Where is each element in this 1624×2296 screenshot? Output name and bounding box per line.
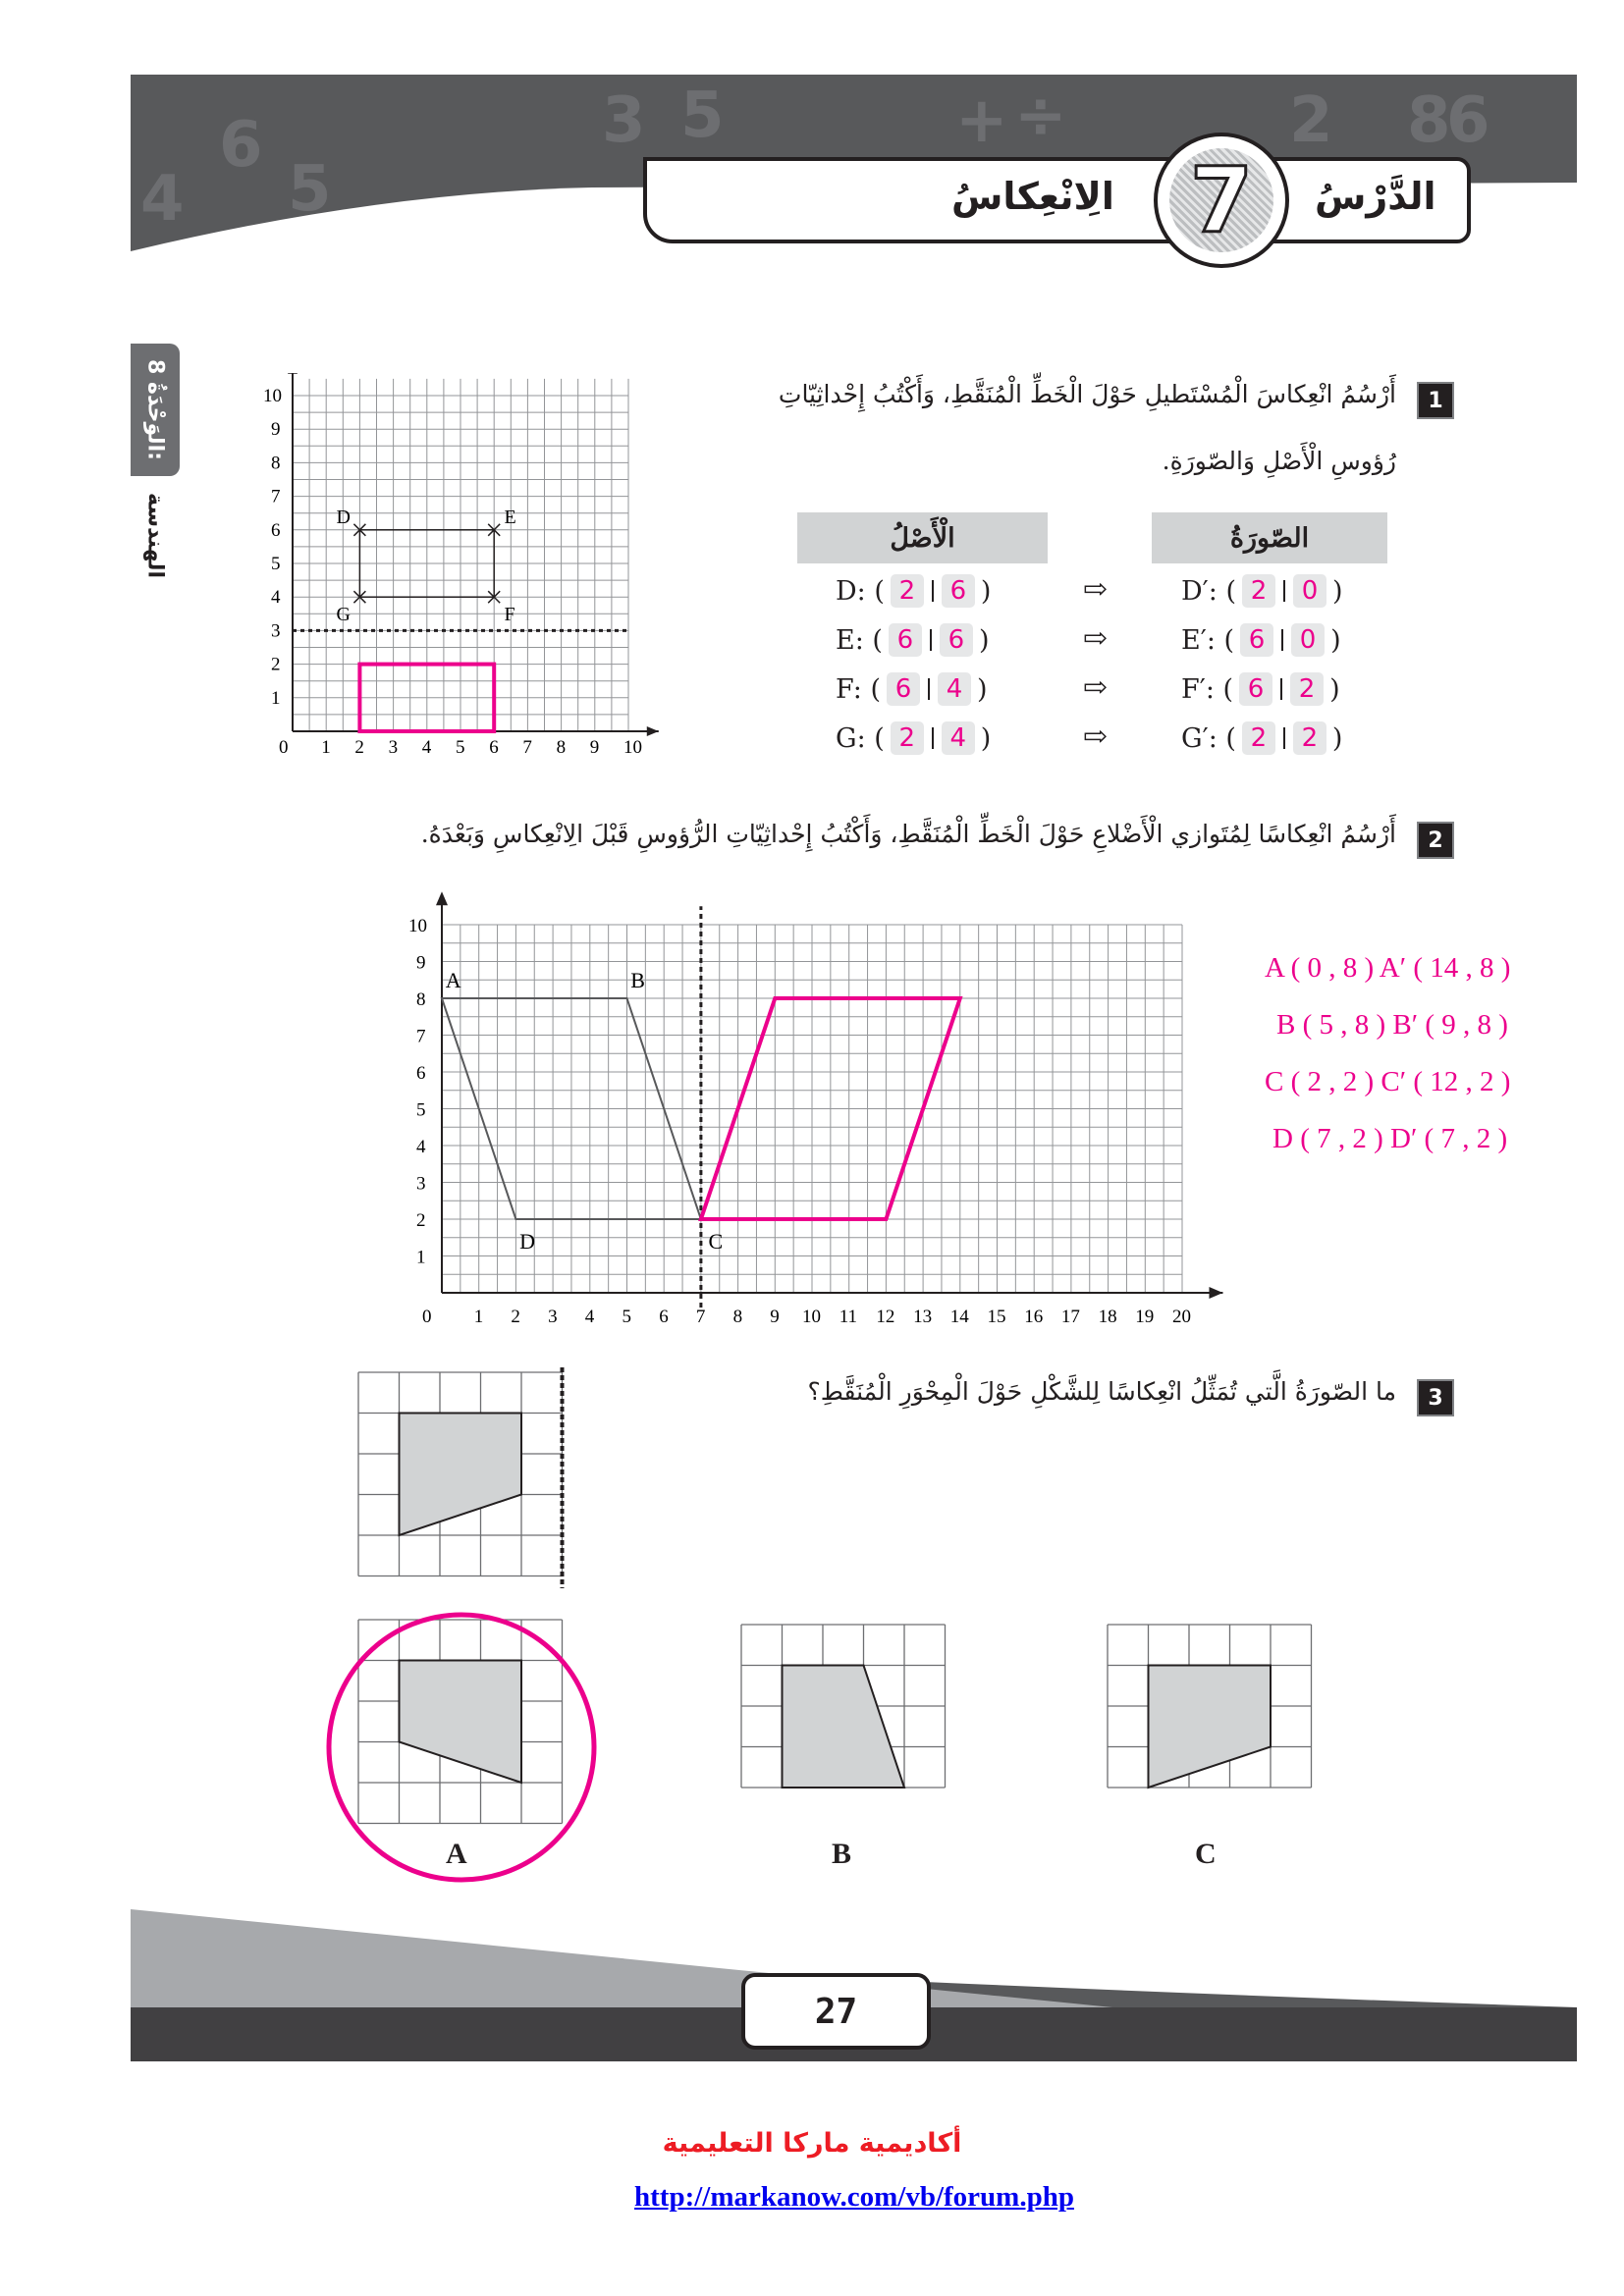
x-value: 2 — [1242, 574, 1275, 608]
x-tick-label: 2 — [511, 1307, 520, 1327]
lesson-number: 7 — [1169, 148, 1273, 252]
y-tick-label: 6 — [416, 1063, 426, 1084]
arrow-icon: ⇨ — [1083, 670, 1109, 705]
x-axis-arrow — [647, 726, 659, 736]
y-tick-label: 2 — [416, 1210, 426, 1231]
shape-polygon — [400, 1661, 522, 1784]
y-tick-label: 8 — [271, 453, 281, 474]
header-decor-glyph: ÷ — [1014, 80, 1067, 152]
y-tick-label: 9 — [271, 419, 281, 441]
header-decor-glyph: 4 — [140, 163, 185, 236]
vertex-label: D: ( — [836, 575, 885, 607]
lesson-number-badge — [1154, 133, 1289, 268]
lesson-title-box — [643, 157, 1471, 243]
y-tick-label: 1 — [271, 687, 281, 709]
header-decor-glyph: + — [955, 84, 1008, 157]
y-value: 6 — [940, 623, 973, 657]
x-tick-label: 1 — [321, 737, 331, 758]
x-tick-label: 7 — [695, 1307, 706, 1327]
coordinate-pair: D ( 7 , 2 ) D′ ( 7 , 2 ) — [1272, 1123, 1508, 1154]
vertex-label: A — [445, 967, 461, 992]
x-tick-label: 20 — [1172, 1307, 1191, 1327]
academy-name: أكاديمية ماركا التعليمية — [662, 2128, 962, 2159]
option-c-shape[interactable] — [1103, 1620, 1328, 1796]
coordinate-pair: C ( 2 , 2 ) C′ ( 12 , 2 ) — [1265, 1066, 1511, 1097]
header-decor-glyph: 2 — [1289, 84, 1333, 157]
coordinate-pair: B ( 5 , 8 ) B′ ( 9 , 8 ) — [1276, 1009, 1508, 1041]
y-tick-label: 3 — [416, 1173, 426, 1195]
x-tick-label: 7 — [522, 737, 532, 758]
forum-link[interactable]: http://markanow.com/vb/forum.php — [634, 2181, 1074, 2213]
x-tick-label: 10 — [623, 737, 642, 758]
x-value: 2 — [891, 574, 924, 608]
x-tick-label: 16 — [1024, 1307, 1044, 1327]
y-tick-label: 4 — [271, 587, 281, 609]
x-tick-label: 17 — [1060, 1307, 1080, 1327]
x-tick-label: 0 — [279, 737, 289, 758]
shape-polygon — [1149, 1666, 1272, 1789]
option-c-label[interactable]: C — [1195, 1838, 1217, 1870]
y-tick-label: 9 — [416, 952, 426, 974]
vertex-label: E: ( — [836, 624, 883, 656]
x-tick-label: 5 — [622, 1307, 631, 1327]
x-tick-label: 19 — [1135, 1307, 1155, 1327]
x-tick-label: 5 — [456, 737, 465, 758]
y-value: 2 — [1293, 721, 1326, 755]
y-value: 6 — [942, 574, 975, 608]
question-text: أَرْسُمُ انْعِكاسًا لِمُتَوازي الْأَضْلاعِ حَوْلَ الْخَطِّ الْمُنَقَّطِ، وَأَكْتُبُ إِحْداثِيّاتِ الرُّؤوسِ قَبْلَ الِانْعِكاسِ وَبَعْدَهُ. — [420, 820, 1396, 848]
x-tick-label: 0 — [422, 1307, 432, 1327]
x-tick-label: 10 — [802, 1307, 821, 1327]
y-tick-label: 5 — [271, 554, 281, 574]
x-tick-label: 4 — [421, 737, 432, 758]
x-value: 6 — [887, 672, 920, 706]
header-decor-glyph: 6 — [1446, 84, 1490, 157]
original-vertex-row: F: ( 6 4 ) — [836, 673, 988, 705]
x-axis-arrow — [1209, 1287, 1222, 1299]
original-shape — [353, 1367, 579, 1588]
vertex-label: E′: ( — [1181, 624, 1235, 656]
x-tick-label: 15 — [987, 1307, 1006, 1327]
y-tick-label: 4 — [416, 1137, 426, 1157]
x-tick-label: 3 — [388, 737, 399, 758]
lesson-label: الدَّرْسُ — [1315, 175, 1436, 218]
question-text: ما الصّورَةُ الَّتي تُمَثِّلُ انْعِكاسًا لِلشَّكْلِ حَوْلَ الْمِحْوَرِ الْمُنَقَّطِ؟ — [807, 1377, 1396, 1406]
coordinate-pair: A ( 0 , 8 ) A′ ( 14 , 8 ) — [1265, 952, 1511, 984]
x-value: 2 — [891, 721, 924, 755]
option-b-shape[interactable] — [736, 1620, 962, 1796]
x-tick-label: 6 — [489, 737, 499, 758]
question-number: 3 — [1417, 1379, 1454, 1416]
x-tick-label: 13 — [913, 1307, 933, 1327]
header-decor-glyph: 8 — [1407, 84, 1451, 157]
image-vertex-row: D′: ( 2 0 ) — [1181, 575, 1343, 607]
vertex-label: F′: ( — [1181, 673, 1234, 705]
y-tick-label: 2 — [271, 654, 281, 675]
shape-polygon — [783, 1666, 905, 1789]
x-tick-label: 8 — [556, 737, 567, 758]
y-axis-arrow — [288, 373, 298, 374]
x-tick-label: 3 — [548, 1307, 558, 1327]
y-value: 2 — [1290, 672, 1324, 706]
x-value: 2 — [1242, 721, 1275, 755]
x-tick-label: 18 — [1098, 1307, 1117, 1327]
vertex-label: B — [630, 967, 645, 992]
y-value: 0 — [1291, 623, 1325, 657]
x-tick-label: 1 — [473, 1307, 484, 1327]
page-number: 27 — [741, 1973, 931, 2050]
vertex-label: G′: ( — [1181, 722, 1236, 754]
vertex-label: C — [708, 1229, 724, 1254]
question-text: رُؤوسِ الْأَصْلِ وَالصّورَةِ. — [1162, 447, 1396, 475]
x-tick-label: 4 — [584, 1307, 595, 1327]
vertex-label: F: ( — [836, 673, 881, 705]
lesson-title: الِانْعِكاسُ — [951, 175, 1114, 218]
arrow-icon: ⇨ — [1083, 621, 1109, 656]
x-tick-label: 11 — [839, 1307, 857, 1327]
y-tick-label: 10 — [408, 916, 427, 936]
vertex-label: D′: ( — [1181, 575, 1236, 607]
vertex-label: E — [504, 506, 516, 528]
arrow-icon: ⇨ — [1083, 572, 1109, 607]
header-decor-glyph: 3 — [602, 84, 646, 157]
header-decor-glyph: 5 — [288, 153, 332, 226]
vertex-label: G: ( — [836, 722, 885, 754]
unit-tab: الوَحْدَةُ 8: — [131, 344, 180, 476]
x-value: 6 — [889, 623, 922, 657]
original-vertex-row: D: ( 2 6 ) — [836, 575, 992, 607]
y-tick-label: 1 — [416, 1247, 426, 1268]
image-vertex-row: E′: ( 6 0 ) — [1181, 624, 1341, 656]
y-tick-label: 6 — [271, 519, 281, 541]
original-vertex-row: G: ( 2 4 ) — [836, 722, 992, 754]
image-vertex-row: F′: ( 6 2 ) — [1181, 673, 1340, 705]
x-value: 6 — [1240, 623, 1273, 657]
vertex-label: F — [504, 604, 515, 626]
grid-graph-q2 — [393, 879, 1276, 1330]
y-tick-label: 3 — [271, 620, 281, 642]
x-tick-label: 9 — [589, 737, 600, 758]
y-value: 4 — [942, 721, 975, 755]
image-vertex-row: G′: ( 2 2 ) — [1181, 722, 1343, 754]
table-header-image: الصّورَةُ — [1152, 512, 1387, 563]
x-tick-label: 9 — [770, 1307, 780, 1327]
y-tick-label: 10 — [263, 386, 282, 406]
unit-name: الهندسة — [142, 492, 168, 578]
x-tick-label: 14 — [949, 1307, 969, 1327]
vertex-label: G — [336, 604, 351, 626]
y-tick-label: 8 — [416, 989, 426, 1010]
y-tick-label: 7 — [416, 1026, 426, 1047]
x-tick-label: 6 — [659, 1307, 669, 1327]
y-value: 4 — [938, 672, 971, 706]
original-vertex-row: E: ( 6 6 ) — [836, 624, 990, 656]
vertex-label: D — [519, 1229, 536, 1254]
question-number: 1 — [1417, 382, 1454, 419]
arrow-icon: ⇨ — [1083, 720, 1109, 754]
vertex-label: D — [336, 506, 351, 528]
y-value: 0 — [1293, 574, 1326, 608]
option-a-label[interactable]: A — [446, 1838, 467, 1870]
shape-polygon — [400, 1414, 522, 1536]
y-tick-label: 5 — [416, 1099, 426, 1121]
option-b-label[interactable]: B — [832, 1838, 852, 1870]
x-value: 6 — [1239, 672, 1272, 706]
x-tick-label: 2 — [354, 737, 364, 758]
header-decor-glyph: 5 — [680, 80, 725, 152]
x-tick-label: 12 — [876, 1307, 895, 1327]
y-tick-label: 7 — [271, 486, 281, 507]
header-decor-glyph: 6 — [219, 109, 263, 182]
y-axis-arrow — [436, 891, 448, 905]
grid-graph-q1 — [236, 373, 668, 775]
table-header-original: الْأَصْلُ — [797, 512, 1048, 563]
question-number: 2 — [1417, 822, 1454, 859]
question-text: أَرْسُمُ انْعِكاسَ الْمُسْتَطيلِ حَوْلَ الْخَطِّ الْمُنَقَّطِ، وَأَكْتُبُ إِحْداثِيّاتِ — [778, 380, 1396, 408]
x-tick-label: 8 — [732, 1307, 743, 1327]
